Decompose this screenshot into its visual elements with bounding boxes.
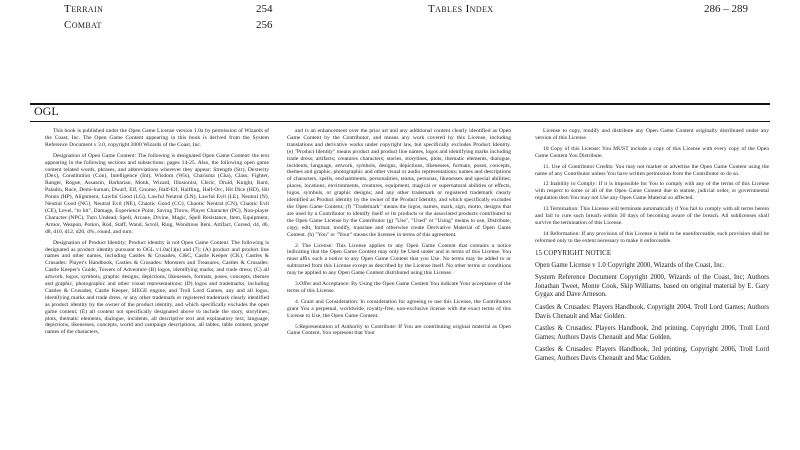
toc-page-terrain: 254 (256, 3, 273, 15)
paragraph: Designation of Product Identity: Product identity is not Open Game Content. The following is designated as product identity pursuant to OGL v1.0a(1)(e) and (7): (A) product and product line names and other names, including Castles & Crusades, C&C, Castle Keeper (CK), Castles & Crusades: Player's Handbook, Castles & Crusades: Monsters and Treasures, Castles & Crusades: Castle Keeper's Guide, Towers of Adventure (B) logos, identifying marks, and trade dress; (C) all artwork, logos, symbols, graphic designs, depictions, likenesses, formats, poses, concepts, themes and graphic, photographic and other visual representations; (D) logos and trademarks, including Castles & Crusades, Castle Keeper, SIEGE engine, and Troll Lord Games, any and all logos, identifying marks and trade dress, or any other trademark or registered trademark clearly identified as product identity by the owner of the product identity, and which specifically excludes the open game content; (E) all content not specifically designated above to include the story, storylines, plots, thematic elements, dialogue, incidents, all descriptive text and explanatory text, language, depictions, likenesses, concepts, world and campaign descriptions, all tables, table content, proper names of the characters, (45, 239, 269, 336)
paragraph: 5.Representation of Authority to Contribute: If You are contributing original material as Open Game Content, You represent that Your (287, 323, 511, 337)
toc-label-tables-index: Tables Index (428, 3, 494, 15)
copyright-heading: 15 COPYRIGHT NOTICE (535, 248, 612, 257)
paragraph: 13 Termination: This License will terminate automatically if You fail to comply with all terms herein and fail to cure such breach within 30 days of becoming aware of the breach. All sublicenses shall survive the termination of this License. (535, 206, 769, 226)
paragraph: 2. The License: This License applies to any Open Game Content that contains a notice indicating that the Open Game Content may only be Used under and in terms of this License. You must affix such a notice to any Open Game Content that you Use. No terms may be added to or subtracted from this License except as described by the License itself. No other terms or conditions may be applied to any Open Game Content distributed using this License. (287, 242, 511, 277)
paragraph: This book is published under the Open Game License version 1.0a by permission of Wizards of the Coast, Inc. The Open Game Content appearing in this book is derived from the System Reference Document v 3.0, copyright 2000 Wizards of the Coast, Inc. (45, 128, 269, 148)
text-column-2 (287, 128, 511, 450)
toc-label-combat: Combat (64, 19, 102, 31)
paragraph: Designation of Open Game Content: The following is designated Open Game Content: the text appearing in the following sections and subsections: pages 14-25. Also, the following open game content related words, phrases, and abbreviations wherever they appear: Strength (Str), Dexterity (Dex), Constitution (Con), Intelligence (Int), Wisdom (Wis), Charisma (Cha), Class, Fighter, Ranger, Rogue, Assassin, Barbarian, Monk, Wizard, Illusionist, Cleric, Druid, Knight, Bard, Paladin, Race, Demi-human, Dwarf, Elf, Gnome, Half-Elf, Halfling, Half-Orc, Hit Dice (HD), Hit Points (HP), Alignment, Lawful Good (LG), Lawful Neutral (LN), Lawful Evil (LE), Neutral (N), Neutral Good (NG), Neutral Evil (NE), Chaotic Good (CG), Chaotic Neutral (CN), Chaotic Evil (CE), Level, "to hit", Damage, Experience Point, Saving Throw, Player Character (PC), Non-player Character (NPC), Turn Undead, Spell, Arcane, Divine, Magic, Spell Resistance, Item, Equipment, Armor, Weapon, Potion, Rod, Staff, Wand, Scroll, Ring, Wondrous Item, Artifact, Cursed, d4, d6, d8, d10, d12, d20, d%, round, and turn. (45, 152, 269, 235)
toc-label-terrain: Terrain (64, 3, 104, 15)
section-header-rule (30, 103, 770, 122)
copyright-entry: Castles & Crusades: Players Handbook, Copyright 2004, Troll Lord Games; Authors Davis Chenault and Mac Golden. (535, 304, 769, 320)
section-title: OGL (34, 104, 59, 118)
paragraph: 14 Reformation: If any provision of this License is held to be unenforceable, such provision shall be reformed only to the extent necessary to make it enforceable. (535, 230, 769, 244)
toc-page-combat: 256 (256, 19, 273, 31)
text-column-3 (535, 128, 769, 450)
table-of-contents (0, 0, 800, 40)
paragraph: and is an enhancement over the prior art and any additional content clearly identified as Open Game Content by the Contributor, and means any work covered by this License, including translations and derivative works under copyright law, but specifically excludes Product Identity. (e) "Product Identity" means product and product line names, logos and identifying marks including trade dress; artifacts; creatures characters; stories, storylines, plots, thematic elements, dialogue, incidents, language, artwork, symbols, designs, depictions, likenesses, formats, poses, concepts, themes and graphic, photographic and other visual or audio representations; names and descriptions of characters, spells, enchantments, personalities, teams, personas, likenesses and special abilities; places, locations, environments, creatures, equipment, magical or supernatural abilities or effects, logos, symbols, or graphic designs; and any other trademark or registered trademark clearly identified as Product identity by the owner of the Product Identity, and which specifically excludes the Open Game Content; (f) "Trademark" means the logos, names, mark, sign, motto, designs that are used by a Contributor to identify itself or its products or the associated products contributed to the Open Game License by the Contributor (g) "Use", "Used" or "Using" means to use, Distribute, copy, edit, format, modify, translate and otherwise create Derivative Material of Open Game Content. (h) "You" or "Your" means the licensee in terms of this agreement. (287, 128, 511, 238)
copyright-entry: Castles & Crusades: Players Handbook, 2nd printing, Copyright 2006, Troll Lord Games; Authors Davis Chenault and Mac Golden. (535, 325, 769, 341)
text-column-1 (45, 128, 269, 450)
paragraph: 10 Copy of this License: You MUST include a copy of this License with every copy of the Open Game Content You Distribute. (535, 145, 769, 159)
copyright-entry: Open Game License v 1.0 Copyright 2000, Wizards of the Coast, Inc. (535, 261, 725, 269)
paragraph: 3.Offer and Acceptance: By Using the Open Game Content You indicate Your acceptance of the terms of this License. (287, 281, 511, 294)
paragraph: License to copy, modify and distribute any Open Game Content originally distributed under any version of this License. (535, 128, 769, 141)
paragraph: 12 Inability to Comply: If it is impossible for You to comply with any of the terms of this License with respect to some or all of the Open Game Content due to statute, judicial order, or governmental regulation then You may not Use any Open Game Material so affected. (535, 181, 769, 202)
paragraph: 4. Grant and Consideration: In consideration for agreeing to use this License, the Contributors grant You a perpetual, worldwide, royalty-free, non-exclusive license with the exact terms of this License to Use, the Open Game Content. (287, 298, 511, 319)
paragraph: 11. Use of Contributor Credits: You may not market or advertise the Open Game Content using the name of any Contributor unless You have written permission from the Contributor to do so. (535, 163, 769, 177)
copyright-entry: Castles & Crusades: Players Handbook, 3rd printing, Copyright 2006, Troll Lord Games; Authors Davis Chenault and Mac Golden. (535, 346, 769, 363)
toc-page-tables-index: 286 – 289 (704, 3, 748, 15)
copyright-entry: System Reference Document Copyright 2000, Wizards of the Coast, Inc; Authors Jonathan Tweet, Monte Cook, Skip Williams, based on original material by E. Gary Gygax and Dave Arneson. (535, 274, 769, 299)
